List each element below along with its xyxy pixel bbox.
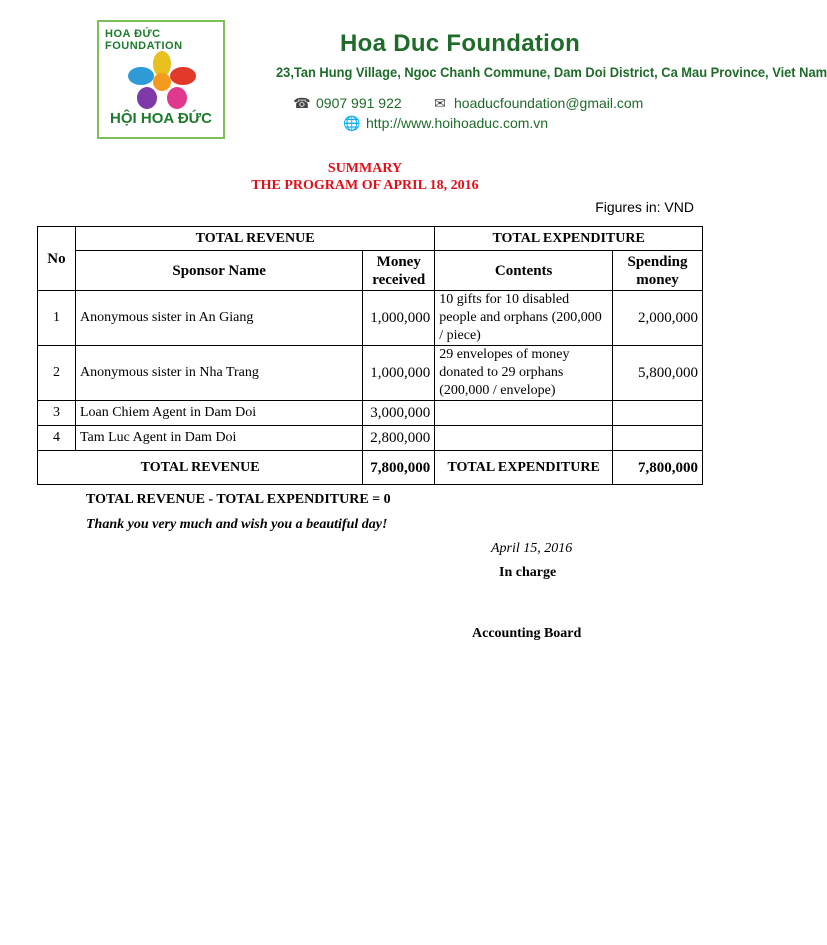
flower-logo-icon xyxy=(127,52,197,110)
row-spending xyxy=(613,401,703,426)
table-row xyxy=(38,401,703,426)
row-contents: 10 gifts for 10 disabled people and orphans (200,000 / piece) xyxy=(435,291,613,346)
website-contact xyxy=(342,115,548,132)
total-revenue-value: 7,800,000 xyxy=(363,451,435,485)
table-row xyxy=(38,291,703,346)
row-received: 2,800,000 xyxy=(363,426,435,451)
contents-header: Contents xyxy=(435,251,613,291)
org-address: 23,Tan Hung Village, Ngoc Chanh Commune, Dam Doi District, Ca Mau Province, Viet Nam xyxy=(276,64,827,80)
row-sponsor: Tam Luc Agent in Dam Doi xyxy=(75,426,362,451)
row-contents xyxy=(435,426,613,451)
website-link[interactable]: http://www.hoihoaduc.com.vn xyxy=(366,115,549,131)
table-subheader-row xyxy=(38,251,703,291)
accounting-board-label: Accounting Board xyxy=(472,626,582,641)
spending-money-header: Spending money xyxy=(613,251,703,291)
row-spending xyxy=(613,426,703,451)
total-expenditure-header: TOTAL EXPENDITURE xyxy=(435,227,703,251)
col-no-header: No xyxy=(38,227,76,291)
money-received-header: Money received xyxy=(363,251,435,291)
row-no: 4 xyxy=(38,426,76,451)
sponsor-name-header: Sponsor Name xyxy=(75,251,362,291)
logo-arc-text: HOA ĐỨC FOUNDATION xyxy=(105,28,183,52)
table-header-row xyxy=(38,227,703,251)
row-spending: 2,000,000 xyxy=(613,291,703,346)
phone-icon: ☎ xyxy=(293,95,311,111)
row-contents xyxy=(435,401,613,426)
summary-title: SUMMARY xyxy=(327,161,403,176)
figures-unit-note: Figures in: VND xyxy=(595,199,694,215)
foundation-logo xyxy=(97,20,225,139)
table-row xyxy=(38,426,703,451)
phone-contact xyxy=(292,95,402,112)
total-expenditure-value: 7,800,000 xyxy=(613,451,703,485)
row-spending: 5,800,000 xyxy=(613,346,703,401)
row-sponsor: Anonymous sister in Nha Trang xyxy=(75,346,362,401)
row-received: 3,000,000 xyxy=(363,401,435,426)
row-no: 2 xyxy=(38,346,76,401)
row-received: 1,000,000 xyxy=(363,291,435,346)
logo-name: HỘI HOA ĐỨC xyxy=(110,110,212,127)
total-revenue-label: TOTAL REVENUE xyxy=(38,451,363,485)
row-no: 3 xyxy=(38,401,76,426)
row-no: 1 xyxy=(38,291,76,346)
row-sponsor: Loan Chiem Agent in Dam Doi xyxy=(75,401,362,426)
thank-you-note: Thank you very much and wish you a beautiful day! xyxy=(86,517,388,532)
phone-number: 0907 991 922 xyxy=(316,95,402,111)
email-contact xyxy=(430,95,643,112)
table-row xyxy=(38,346,703,401)
envelope-icon: ✉ xyxy=(434,95,446,111)
email-address[interactable]: hoaducfoundation@gmail.com xyxy=(454,95,644,111)
org-name: Hoa Duc Foundation xyxy=(340,30,581,57)
summary-table xyxy=(37,226,703,485)
row-contents: 29 envelopes of money donated to 29 orphans (200,000 / envelope) xyxy=(435,346,613,401)
total-revenue-header: TOTAL REVENUE xyxy=(75,227,434,251)
globe-icon: 🌐 xyxy=(343,115,361,131)
balance-line: TOTAL REVENUE - TOTAL EXPENDITURE = 0 xyxy=(86,492,391,507)
row-received: 1,000,000 xyxy=(363,346,435,401)
program-title: THE PROGRAM OF APRIL 18, 2016 xyxy=(251,178,479,193)
sign-date: April 15, 2016 xyxy=(491,541,573,556)
totals-row xyxy=(38,451,703,485)
row-sponsor: Anonymous sister in An Giang xyxy=(75,291,362,346)
total-expenditure-label: TOTAL EXPENDITURE xyxy=(435,451,613,485)
in-charge-label: In charge xyxy=(499,565,557,580)
